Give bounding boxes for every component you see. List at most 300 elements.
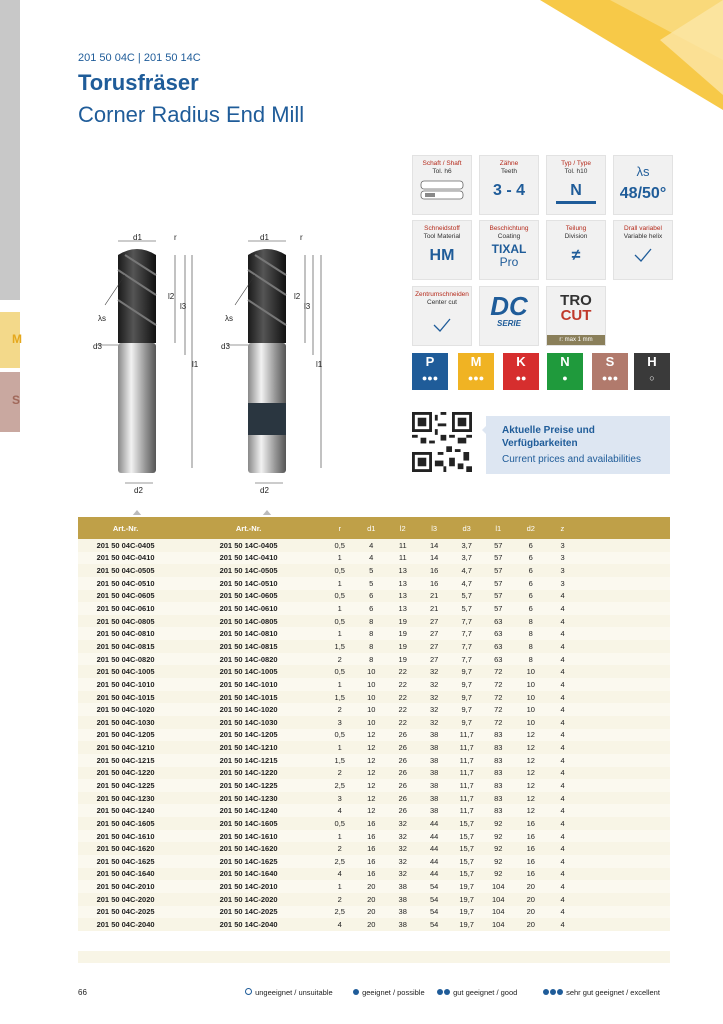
cell-dimension: 10 (513, 665, 548, 678)
table-row (78, 564, 670, 577)
table-row (78, 539, 670, 552)
cell-dimension: 13 (387, 577, 418, 590)
spec-type-value: N (570, 182, 582, 199)
cell-dimension: 4 (356, 552, 388, 565)
header-z: z (548, 517, 670, 539)
table-row (78, 918, 670, 931)
cell-dimension: 4 (548, 817, 670, 830)
cell-dimension: 12 (356, 767, 388, 780)
cell-dimension: 16 (418, 577, 449, 590)
cell-dimension: 26 (387, 804, 418, 817)
cell-dimension: 54 (418, 918, 449, 931)
material-rating: ●●● (601, 373, 619, 383)
cell-article-number: 201 50 14C-1625 (173, 855, 324, 868)
cell-dimension: 6 (513, 602, 548, 615)
spec-helix (613, 155, 673, 215)
cell-dimension: 0,5 (324, 539, 356, 552)
table-row (78, 552, 670, 565)
material-letter: N (560, 354, 570, 369)
cell-dimension: 10 (513, 703, 548, 716)
cell-dimension: 8 (513, 653, 548, 666)
table-footer-band (78, 951, 670, 963)
table-row (78, 678, 670, 691)
cell-dimension: 4 (548, 842, 670, 855)
cell-dimension: 54 (418, 906, 449, 919)
cell-dimension: 10 (356, 678, 388, 691)
cell-dimension: 4 (324, 804, 356, 817)
label-d3: d3 (93, 342, 102, 351)
label-l2: l2 (168, 292, 175, 301)
cell-article-number: 201 50 14C-2040 (173, 918, 324, 931)
cell-article-number: 201 50 04C-0505 (78, 564, 173, 577)
cell-dimension: 9,7 (450, 678, 484, 691)
cell-dimension: 3,7 (450, 552, 484, 565)
header-r: r (324, 517, 356, 539)
cell-dimension: 12 (356, 779, 388, 792)
cell-dimension: 27 (418, 615, 449, 628)
table-row (78, 602, 670, 615)
spec-shaft-tol: Tol. h6 (432, 168, 452, 175)
cell-dimension: 63 (483, 653, 513, 666)
cell-article-number: 201 50 14C-1605 (173, 817, 324, 830)
cell-dimension: 20 (356, 893, 388, 906)
cell-dimension: 32 (387, 817, 418, 830)
cell-dimension: 44 (418, 817, 449, 830)
cell-dimension: 8 (513, 615, 548, 628)
cell-dimension: 4 (548, 767, 670, 780)
cell-dimension: 6 (513, 564, 548, 577)
dc-logo-sub: SERIE (496, 319, 521, 328)
table-row (78, 653, 670, 666)
cell-dimension: 83 (483, 729, 513, 742)
spec-center-cut-en: Center cut (427, 299, 457, 306)
cell-dimension: 6 (513, 590, 548, 603)
cell-dimension: 12 (513, 767, 548, 780)
spec-material-label: Schneidstoff (424, 225, 460, 232)
cell-dimension: 22 (387, 678, 418, 691)
cell-article-number: 201 50 14C-0820 (173, 653, 324, 666)
cell-dimension: 72 (483, 665, 513, 678)
cell-dimension: 57 (483, 552, 513, 565)
checkmark-icon (432, 317, 452, 333)
spec-center-cut (412, 286, 472, 346)
cell-dimension: 27 (418, 640, 449, 653)
cell-dimension: 2 (324, 767, 356, 780)
label-lambda: λs (98, 314, 106, 323)
cell-dimension: 26 (387, 767, 418, 780)
legend-label: ungeeignet / unsuitable (255, 988, 333, 997)
cell-dimension: 7,7 (450, 627, 484, 640)
cell-dimension: 4 (548, 691, 670, 704)
price-title-1: Aktuelle Preise und (502, 425, 595, 436)
cell-article-number: 201 50 04C-1225 (78, 779, 173, 792)
tro-text: TRO (560, 292, 592, 309)
cell-dimension: 4 (548, 615, 670, 628)
cell-dimension: 8 (513, 627, 548, 640)
cell-dimension: 32 (418, 665, 449, 678)
cell-dimension: 3,7 (450, 539, 484, 552)
cell-dimension: 1 (324, 880, 356, 893)
cell-article-number: 201 50 04C-2020 (78, 893, 173, 906)
cell-dimension: 72 (483, 691, 513, 704)
cell-dimension: 21 (418, 590, 449, 603)
cell-dimension: 20 (356, 880, 388, 893)
cell-article-number: 201 50 04C-1605 (78, 817, 173, 830)
cell-article-number: 201 50 14C-0410 (173, 552, 324, 565)
legend-label: sehr gut geeignet / excellent (566, 988, 660, 997)
cell-dimension: 15,7 (450, 855, 484, 868)
cell-dimension: 11 (387, 552, 418, 565)
table-row (78, 880, 670, 893)
cell-article-number: 201 50 14C-0510 (173, 577, 324, 590)
cell-article-number: 201 50 04C-1205 (78, 729, 173, 742)
cell-dimension: 44 (418, 855, 449, 868)
spec-coating-label: Beschichtung (489, 225, 529, 232)
header-art-nr-1: Art.-Nr. (78, 517, 173, 539)
cell-article-number: 201 50 14C-0805 (173, 615, 324, 628)
spec-division-value: ≠ (571, 247, 581, 264)
cell-dimension: 5 (356, 564, 388, 577)
spec-teeth (479, 155, 539, 215)
side-strip (0, 0, 20, 300)
material-rating: ●● (515, 373, 527, 383)
cell-dimension: 32 (387, 868, 418, 881)
cell-article-number: 201 50 04C-1625 (78, 855, 173, 868)
cell-article-number: 201 50 14C-0610 (173, 602, 324, 615)
cell-dimension: 63 (483, 615, 513, 628)
cell-dimension: 8 (356, 615, 388, 628)
cell-dimension: 4 (324, 918, 356, 931)
dot-icon (444, 989, 450, 995)
cell-article-number: 201 50 04C-0610 (78, 602, 173, 615)
cell-article-number: 201 50 04C-1010 (78, 678, 173, 691)
cell-article-number: 201 50 14C-2025 (173, 906, 324, 919)
cell-dimension: 10 (356, 691, 388, 704)
label-lambda: λs (225, 314, 233, 323)
cell-dimension: 26 (387, 792, 418, 805)
header-l1: l1 (483, 517, 513, 539)
cell-dimension: 26 (387, 754, 418, 767)
cell-article-number: 201 50 04C-0510 (78, 577, 173, 590)
cell-dimension: 4 (548, 855, 670, 868)
cell-dimension: 8 (356, 640, 388, 653)
spec-coating-en: Coating (497, 233, 521, 240)
spec-type-label: Typ / Type (561, 160, 591, 167)
cell-dimension: 92 (483, 868, 513, 881)
cell-dimension: 4 (548, 627, 670, 640)
cell-article-number: 201 50 04C-0405 (78, 539, 173, 552)
cell-dimension: 9,7 (450, 703, 484, 716)
legend-possible (353, 988, 425, 997)
cell-dimension: 16 (513, 868, 548, 881)
spec-teeth-value: 3 - 4 (492, 182, 525, 199)
cell-dimension: 44 (418, 830, 449, 843)
cell-dimension: 104 (483, 880, 513, 893)
cell-dimension: 12 (513, 804, 548, 817)
cell-article-number: 201 50 14C-0815 (173, 640, 324, 653)
cell-dimension: 10 (356, 703, 388, 716)
material-n (547, 353, 583, 390)
qr-code-icon[interactable] (412, 412, 472, 472)
cell-dimension: 12 (513, 741, 548, 754)
label-l3: l3 (304, 302, 311, 311)
cell-dimension: 4 (548, 880, 670, 893)
label-l1: l1 (192, 360, 199, 369)
cell-dimension: 4 (548, 893, 670, 906)
cell-dimension: 11,7 (450, 729, 484, 742)
header-art-nr-2: Art.-Nr. (173, 517, 324, 539)
cell-dimension: 92 (483, 830, 513, 843)
cell-dimension: 83 (483, 792, 513, 805)
cell-dimension: 19,7 (450, 906, 484, 919)
cell-dimension: 13 (387, 564, 418, 577)
cell-dimension: 20 (513, 880, 548, 893)
dot-icon (550, 989, 556, 995)
cell-dimension: 20 (513, 918, 548, 931)
material-rating: ○ (649, 373, 655, 383)
cell-article-number: 201 50 14C-0605 (173, 590, 324, 603)
spec-coating-value-2: Pro (499, 255, 519, 269)
material-letter: K (516, 354, 526, 369)
spec-teeth-label: Zähne (499, 160, 519, 167)
cell-dimension: 12 (356, 729, 388, 742)
header-d2: d2 (513, 517, 548, 539)
cell-article-number: 201 50 04C-0410 (78, 552, 173, 565)
cell-dimension: 6 (513, 552, 548, 565)
label-d1: d1 (260, 233, 269, 242)
cell-article-number: 201 50 14C-1640 (173, 868, 324, 881)
cell-article-number: 201 50 04C-0805 (78, 615, 173, 628)
cell-article-number: 201 50 14C-1220 (173, 767, 324, 780)
cell-dimension: 4 (548, 716, 670, 729)
cell-dimension: 3 (548, 552, 670, 565)
cell-dimension: 44 (418, 842, 449, 855)
cell-dimension: 104 (483, 918, 513, 931)
cell-dimension: 104 (483, 906, 513, 919)
cell-dimension: 21 (418, 602, 449, 615)
cell-dimension: 5,7 (450, 590, 484, 603)
cell-article-number: 201 50 04C-0820 (78, 653, 173, 666)
spec-coating (479, 220, 539, 280)
spec-material-en: Tool Material (423, 233, 461, 240)
cell-dimension: 12 (356, 741, 388, 754)
spec-helix-value: 48/50° (619, 185, 667, 202)
header-d1: d1 (356, 517, 388, 539)
article-code: 201 50 04C | 201 50 14C (78, 52, 201, 64)
cell-dimension: 5,7 (450, 602, 484, 615)
material-letter: H (647, 354, 657, 369)
shaft-icon (419, 179, 465, 201)
table-row (78, 804, 670, 817)
cell-dimension: 4 (548, 754, 670, 767)
cell-dimension: 1 (324, 552, 356, 565)
cell-dimension: 0,5 (324, 817, 356, 830)
table-row (78, 817, 670, 830)
cell-dimension: 32 (387, 830, 418, 843)
spec-variable-helix (613, 220, 673, 280)
cell-dimension: 9,7 (450, 665, 484, 678)
cell-dimension: 2,5 (324, 779, 356, 792)
cell-dimension: 12 (513, 754, 548, 767)
type-bar (556, 201, 596, 204)
cell-dimension: 38 (387, 880, 418, 893)
cell-article-number: 201 50 14C-0405 (173, 539, 324, 552)
label-l1: l1 (316, 360, 323, 369)
cell-dimension: 38 (418, 792, 449, 805)
price-link[interactable] (500, 416, 670, 474)
cell-dimension: 54 (418, 880, 449, 893)
cell-dimension: 10 (513, 716, 548, 729)
spec-division-en: Division (564, 233, 588, 240)
cell-dimension: 14 (418, 552, 449, 565)
cell-dimension: 15,7 (450, 868, 484, 881)
material-m (458, 353, 494, 390)
cell-dimension: 57 (483, 577, 513, 590)
cell-dimension: 10 (513, 691, 548, 704)
cell-dimension: 2 (324, 893, 356, 906)
dot-icon (543, 989, 549, 995)
cell-article-number: 201 50 04C-1030 (78, 716, 173, 729)
cell-dimension: 26 (387, 729, 418, 742)
cell-dimension: 10 (513, 678, 548, 691)
cell-dimension: 1,5 (324, 640, 356, 653)
cell-article-number: 201 50 14C-1240 (173, 804, 324, 817)
cell-dimension: 38 (387, 906, 418, 919)
cell-dimension: 13 (387, 590, 418, 603)
cell-dimension: 9,7 (450, 716, 484, 729)
cell-dimension: 6 (356, 590, 388, 603)
cell-article-number: 201 50 04C-1610 (78, 830, 173, 843)
trocut-note: r: max 1 mm (547, 335, 605, 345)
cell-article-number: 201 50 04C-1620 (78, 842, 173, 855)
cell-dimension: 19 (387, 627, 418, 640)
cell-dimension: 26 (387, 779, 418, 792)
cell-article-number: 201 50 14C-1030 (173, 716, 324, 729)
label-r: r (174, 233, 177, 242)
cell-dimension: 2 (324, 842, 356, 855)
cell-dimension: 38 (418, 804, 449, 817)
checkmark-icon (633, 247, 653, 263)
table-row (78, 640, 670, 653)
cell-dimension: 32 (418, 691, 449, 704)
cell-article-number: 201 50 04C-2010 (78, 880, 173, 893)
cell-dimension: 19,7 (450, 918, 484, 931)
material-rating: ●●● (421, 373, 439, 383)
table-row (78, 741, 670, 754)
cell-article-number: 201 50 04C-1640 (78, 868, 173, 881)
cell-dimension: 6 (356, 602, 388, 615)
cell-article-number: 201 50 14C-0505 (173, 564, 324, 577)
cell-dimension: 1 (324, 830, 356, 843)
cell-dimension: 10 (356, 716, 388, 729)
dot-icon (353, 989, 359, 995)
cell-article-number: 201 50 14C-1010 (173, 678, 324, 691)
side-tab-m-label: M (12, 332, 22, 346)
header-l3: l3 (418, 517, 449, 539)
cell-dimension: 104 (483, 893, 513, 906)
cell-dimension: 22 (387, 665, 418, 678)
table-row (78, 691, 670, 704)
cell-dimension: 11,7 (450, 804, 484, 817)
cell-dimension: 16 (356, 830, 388, 843)
trocut-logo (546, 286, 606, 346)
cell-dimension: 0,5 (324, 615, 356, 628)
legend-good (437, 988, 517, 997)
cell-dimension: 57 (483, 590, 513, 603)
cell-dimension: 16 (418, 564, 449, 577)
table-row (78, 754, 670, 767)
table-row (78, 767, 670, 780)
cell-article-number: 201 50 04C-0810 (78, 627, 173, 640)
cell-dimension: 4 (548, 804, 670, 817)
cell-dimension: 20 (513, 906, 548, 919)
table-row (78, 716, 670, 729)
cell-article-number: 201 50 04C-1015 (78, 691, 173, 704)
table-row (78, 577, 670, 590)
cell-dimension: 72 (483, 678, 513, 691)
cell-dimension: 8 (356, 653, 388, 666)
cell-dimension: 16 (513, 855, 548, 868)
cell-dimension: 63 (483, 640, 513, 653)
cell-article-number: 201 50 14C-1610 (173, 830, 324, 843)
cell-dimension: 2 (324, 703, 356, 716)
cell-dimension: 27 (418, 653, 449, 666)
cell-dimension: 57 (483, 602, 513, 615)
cell-dimension: 32 (387, 842, 418, 855)
table-row (78, 703, 670, 716)
cell-article-number: 201 50 04C-0605 (78, 590, 173, 603)
cell-article-number: 201 50 04C-2040 (78, 918, 173, 931)
cell-dimension: 11,7 (450, 779, 484, 792)
cell-dimension: 16 (356, 817, 388, 830)
cell-dimension: 38 (418, 729, 449, 742)
legend-unsuitable (245, 988, 333, 997)
material-k (503, 353, 539, 390)
cell-dimension: 12 (356, 754, 388, 767)
cell-dimension: 1 (324, 741, 356, 754)
spec-material (412, 220, 472, 280)
article-table (78, 517, 670, 931)
cell-dimension: 11 (387, 539, 418, 552)
legend-label: geeignet / possible (362, 988, 425, 997)
cell-article-number: 201 50 14C-1015 (173, 691, 324, 704)
spec-shaft-label: Schaft / Shaft (422, 160, 462, 167)
table-row (78, 906, 670, 919)
cell-dimension: 57 (483, 564, 513, 577)
cell-dimension: 16 (356, 842, 388, 855)
cell-article-number: 201 50 14C-1230 (173, 792, 324, 805)
price-subtitle: Current prices and availabilities (502, 454, 641, 465)
cell-dimension: 44 (418, 868, 449, 881)
table-row (78, 842, 670, 855)
cell-article-number: 201 50 14C-1620 (173, 842, 324, 855)
cell-article-number: 201 50 04C-1210 (78, 741, 173, 754)
cell-article-number: 201 50 04C-1005 (78, 665, 173, 678)
cell-dimension: 4 (548, 602, 670, 615)
header-l2: l2 (387, 517, 418, 539)
cell-dimension: 83 (483, 741, 513, 754)
tool-drawing (85, 225, 335, 515)
cell-article-number: 201 50 14C-1005 (173, 665, 324, 678)
cell-dimension: 14 (418, 539, 449, 552)
legend-label: gut geeignet / good (453, 988, 518, 997)
cell-dimension: 12 (356, 792, 388, 805)
cell-dimension: 8 (356, 627, 388, 640)
cell-dimension: 38 (418, 767, 449, 780)
page-subtitle: Corner Radius End Mill (78, 102, 305, 127)
cell-dimension: 38 (418, 741, 449, 754)
cell-dimension: 12 (513, 729, 548, 742)
